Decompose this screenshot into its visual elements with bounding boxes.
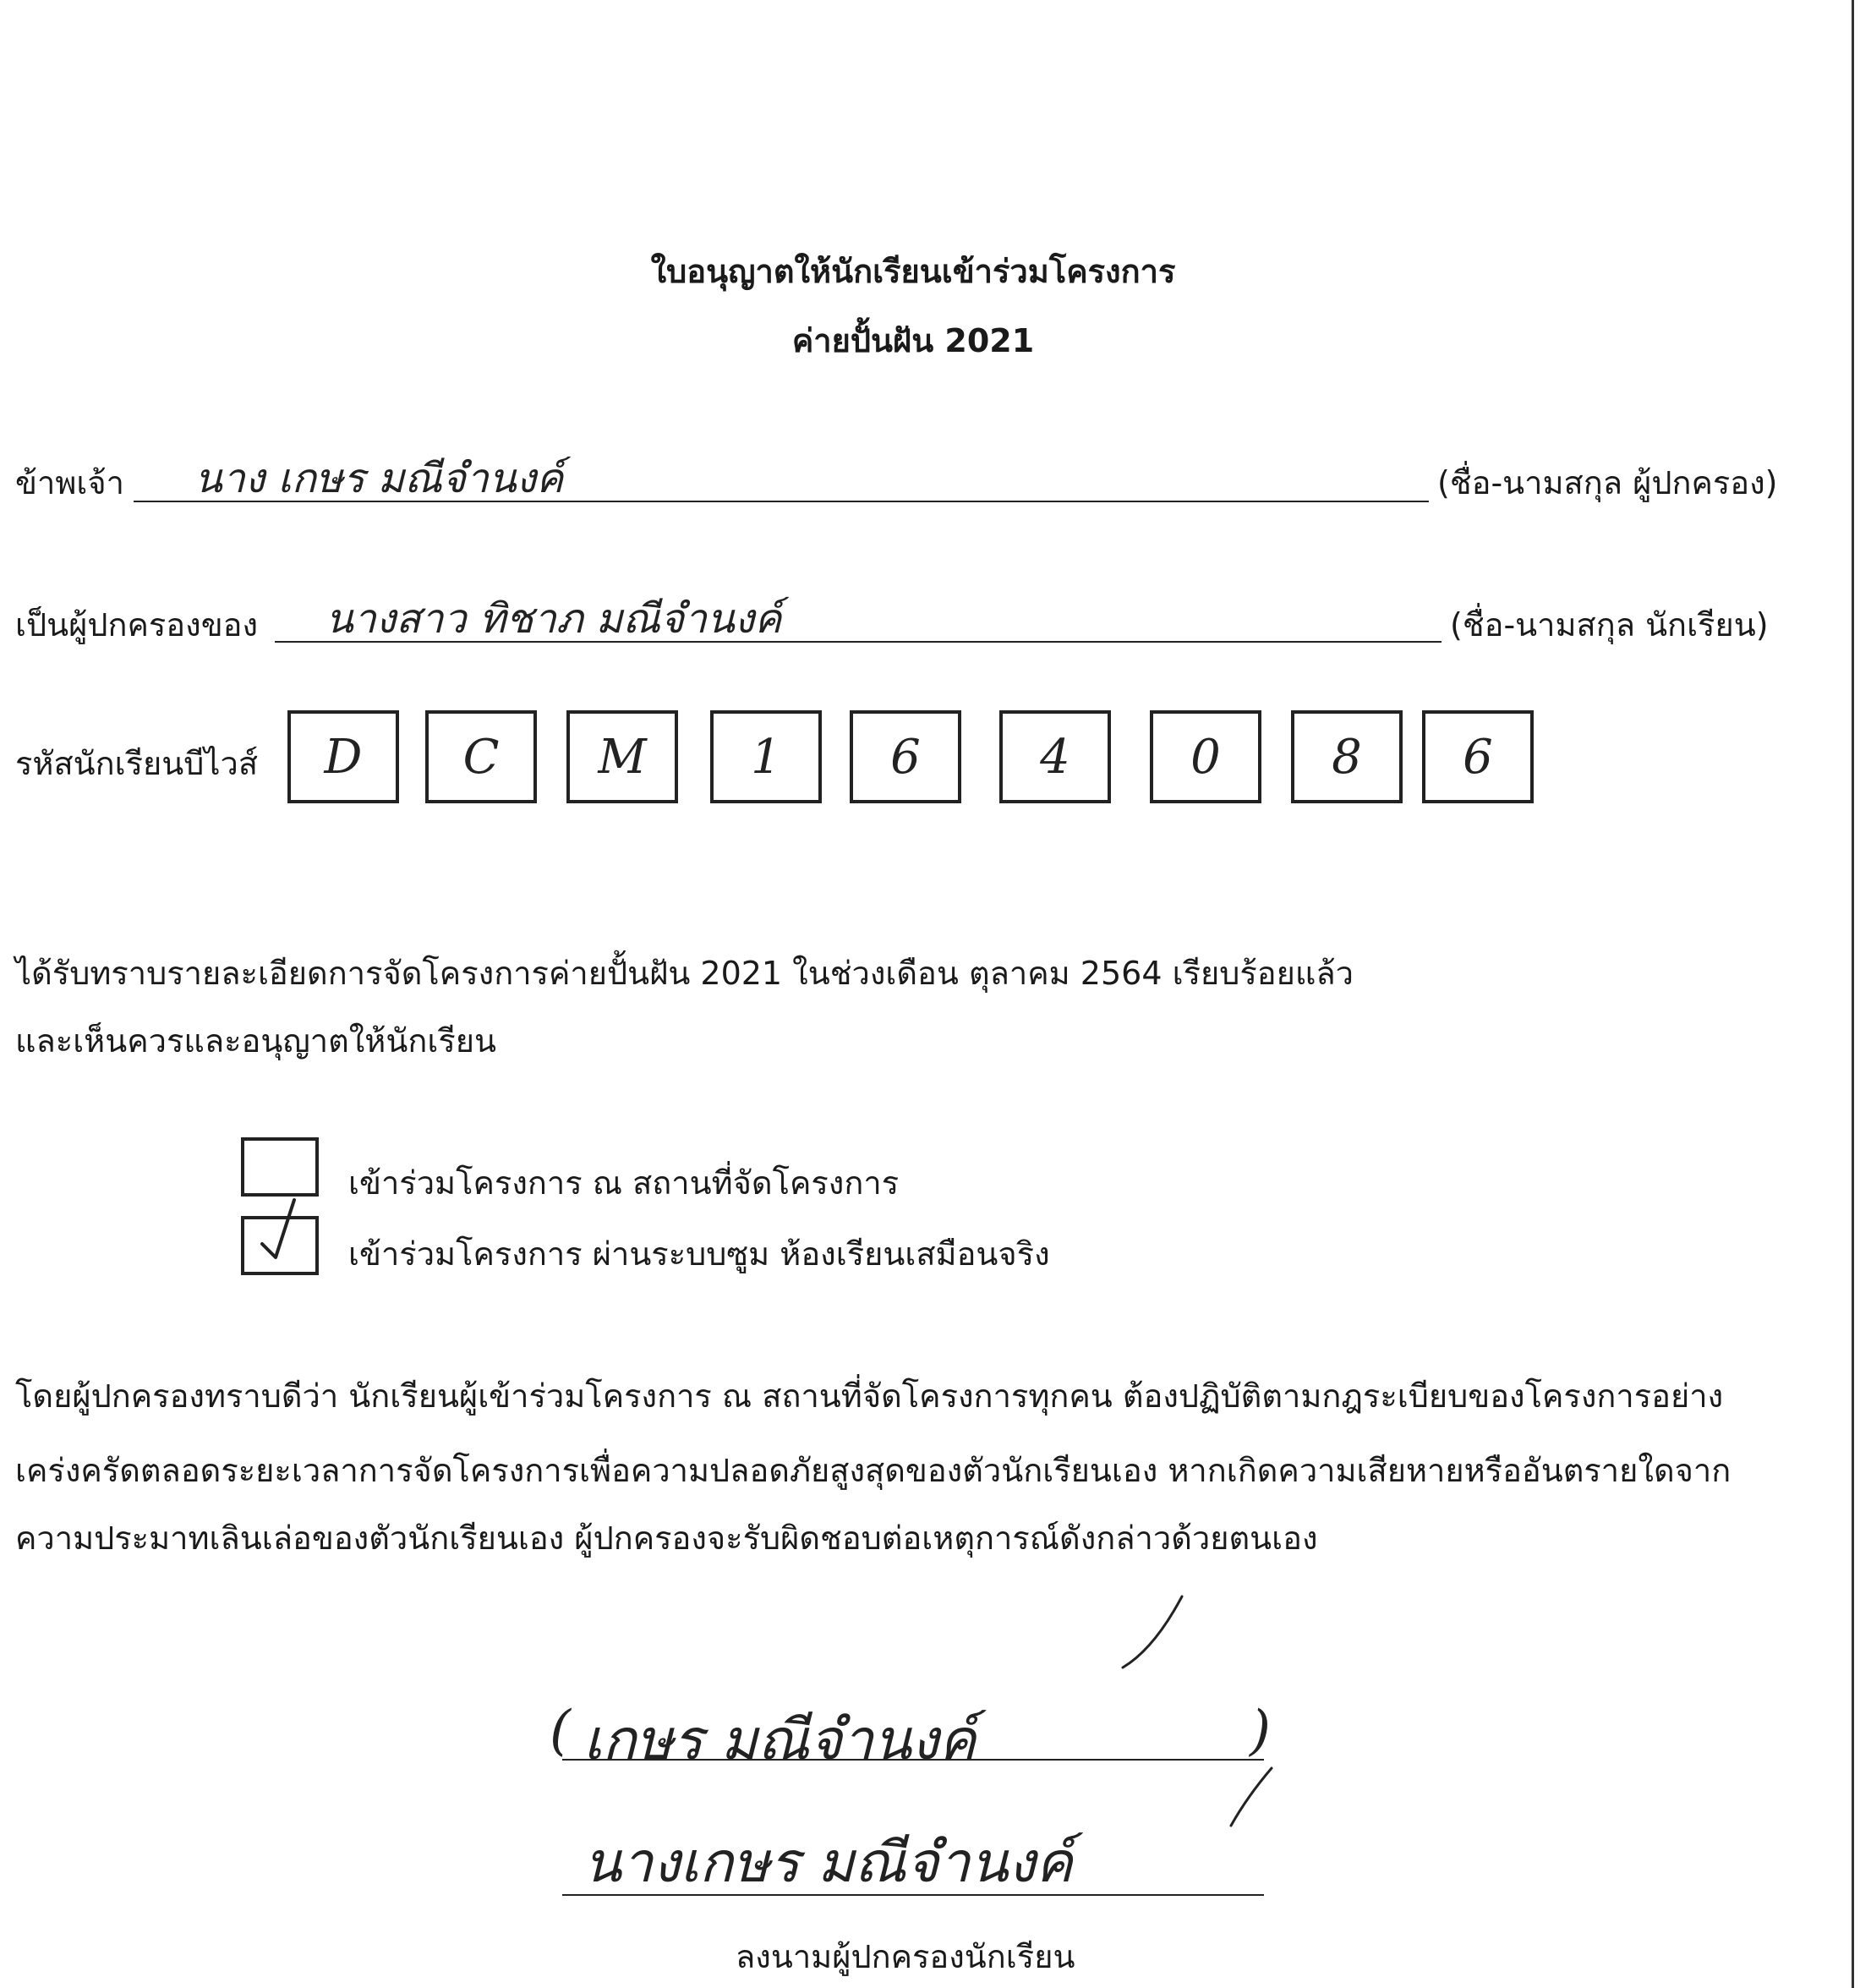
signature-caption: ลงนามผู้ปกครองนักเรียน — [736, 1938, 1075, 1975]
ack-line-1: ได้รับทราบรายละเอียดการจัดโครงการค่ายปั้นฝัน 2021 ในช่วงเดือน ตุลาคม 2564 เรียบร้อยแล้ว — [15, 955, 1354, 992]
id-box-5[interactable]: 6 — [850, 710, 961, 803]
signature-paren-open: ( — [550, 1700, 571, 1762]
id-box-9[interactable]: 6 — [1422, 710, 1534, 803]
id-box-4[interactable]: 1 — [710, 710, 822, 803]
signature-line — [562, 1759, 1264, 1761]
name-stroke-icon — [1226, 1763, 1277, 1831]
page-edge-line — [1852, 0, 1854, 1988]
id-box-2[interactable]: C — [425, 710, 537, 803]
parent-name-value[interactable]: นาง เกษร มณีจำนงค์ — [194, 455, 564, 502]
ack-line-2: และเห็นควรและอนุญาตให้นักเรียน — [15, 1022, 496, 1060]
student-id-label: รหัสนักเรียนบีไวส์ — [15, 745, 259, 782]
signature-paren-close: ) — [1250, 1700, 1271, 1762]
student-hint: (ชื่อ-นามสกุล นักเรียน) — [1450, 606, 1769, 643]
id-box-1[interactable]: D — [287, 710, 399, 803]
terms-line-3: ความประมาทเลินเล่อของตัวนักเรียนเอง ผู้ปกครองจะรับผิดชอบต่อเหตุการณ์ดังกล่าวด้วยตนเอง — [15, 1520, 1318, 1557]
form-subtitle: ค่ายปั้นฝัน 2021 — [791, 322, 1035, 359]
terms-line-1: โดยผู้ปกครองทราบดีว่า นักเรียนผู้เข้าร่วมโครงการ ณ สถานที่จัดโครงการทุกคน ต้องปฏิบัติตามกฎระเบียบของโครงการอย่าง — [15, 1377, 1724, 1415]
printed-name-handwritten[interactable]: นางเกษร มณีจำนงค์ — [583, 1830, 1073, 1895]
checkmark-icon — [250, 1195, 309, 1271]
signature-stroke-icon — [1116, 1590, 1192, 1674]
id-box-3[interactable]: M — [566, 710, 678, 803]
id-box-7[interactable]: 0 — [1150, 710, 1261, 803]
option-zoom-label: เข้าร่วมโครงการ ผ่านระบบซูม ห้องเรียนเสมือนจริง — [348, 1235, 1050, 1273]
printed-name-line — [562, 1894, 1264, 1896]
signature-handwritten[interactable]: เกษร มณีจำนงค์ — [583, 1707, 977, 1772]
parent-label: ข้าพเจ้า — [15, 464, 124, 501]
form-title: ใบอนุญาตให้นักเรียนเข้าร่วมโครงการ — [650, 253, 1176, 290]
terms-line-2: เคร่งครัดตลอดระยะเวลาการจัดโครงการเพื่อความปลอดภัยสูงสุดของตัวนักเรียนเอง หากเกิดความเสียหายหรืออันตรายใดจาก — [15, 1452, 1731, 1489]
id-box-6[interactable]: 4 — [999, 710, 1111, 803]
option-zoom-checkbox[interactable] — [241, 1216, 319, 1275]
parent-hint: (ชื่อ-นามสกุล ผู้ปกครอง) — [1437, 464, 1778, 501]
student-label: เป็นผู้ปกครองของ — [15, 606, 259, 643]
id-box-8[interactable]: 8 — [1291, 710, 1403, 803]
student-name-value[interactable]: นางสาว ทิชาภ มณีจำนงค์ — [326, 595, 782, 643]
option-onsite-checkbox[interactable] — [241, 1137, 319, 1197]
option-onsite-label: เข้าร่วมโครงการ ณ สถานที่จัดโครงการ — [348, 1164, 900, 1202]
